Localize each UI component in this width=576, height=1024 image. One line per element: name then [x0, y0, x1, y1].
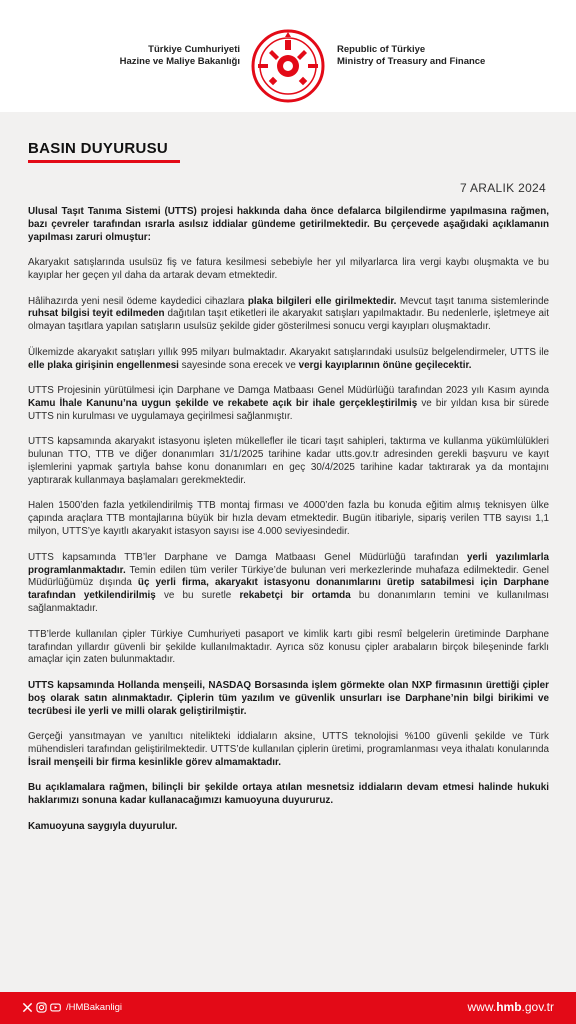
footer-bar — [0, 992, 576, 1024]
text-run: Ülkemizde akaryakıt satışları yıllık 995 milyarı bulmaktadır. Akaryakıt satışlarındaki usulsüz belgelendirmeler, UTTS ile — [28, 346, 549, 358]
title-underline — [28, 160, 180, 163]
text-run: dağıtılan taşıt etiketleri ile akaryakıt satışları yapılmaktadır. Bu nedenlerle, işletmeye ait olmayan taşıtlara yapılan satışların usulsüz şekilde gider gösterilmesi sonucu vergi kayıpları oluşmaktadır. — [28, 308, 549, 333]
site-domain: hmb — [496, 1000, 522, 1014]
text-run: UTTS kapsamında TTB’ler Darphane ve Damga Matbaası Genel Müdürlüğü tarafından — [28, 551, 468, 563]
bold-text-run: elle plaka girişinin engellenmesi — [28, 359, 179, 371]
text-run: Gerçeği yansıtmayan ve yanıltıcı nitelikteki iddiaların aksine, UTTS teknolojisi %100 güvenli şekilde ve Türk mühendisleri tarafından geliştirilmektedir. UTTS’de kullanılan çiplerin üretimi, programlanması veya ithalatı konularında — [28, 731, 549, 755]
bold-text-run: yerli yazılımlarla programlanmaktadır. — [28, 551, 549, 576]
x-icon[interactable] — [22, 1002, 33, 1013]
site-prefix: www. — [467, 1000, 497, 1014]
bold-text-run: Ulusal Taşıt Tanıma Sistemi (UTTS) projesi hakkında daha önce defalarca bilgilendirme yapılmasına rağmen, bazı çevreler tarafından ısrarla asılsız iddialar gündeme getirilmektedir. Bu çerçevede aşağıdaki açıklamanın yapılması zaruri olmuştur: — [28, 206, 549, 243]
paragraph — [28, 385, 549, 424]
paragraph — [28, 680, 549, 719]
text-run: bu donanımların temini ve kullanılması sağlanmaktadır. — [28, 590, 549, 615]
text-run: Halen 1500’den fazla yetkilendirilmiş TTB montaj firması ve 4000’den fazla bu konuda eğitim almış teknisyen ülke çapında araçlara TTB montajlarına büyük bir hızla devam etmektedir. Bugün itibariyle, sipariş verilen TTB sayısı 1,1 milyon, UTTS’ye kayıtlı akaryakıt istasyon sayısı ise 4.000 seviyesindedir. — [28, 500, 549, 538]
text-run: UTTS kapsamında akaryakıt istasyonu işleten mükellefler ile ticari taşıt sahipleri, taktırma ve kullanma yükümlülükleri bulunan TTO, TTB ve diğer donanımları 31/1/2025 tarihine kadar utts.gov.tr adresinden gerekli başvuru ve kayıt işlemlerini yapmak şartıyla bahse konu donanımları en geç 30/4/2025 tarihine kadar taktırarak ya da montajını yaptırarak kullanmaya başlamaları gerekmektedir. — [28, 436, 549, 486]
paragraph — [28, 296, 549, 335]
bold-text-run: ruhsat bilgisi teyit edilmeden — [28, 308, 165, 320]
text-run: TTB’lerde kullanılan çipler Türkiye Cumhuriyeti pasaport ve kimlik kartı gibi resmî belgelerin üretiminde Darphane tarafından yıllardır güvenli bir şekilde kullanılmaktadır. Ayrıca söz konusu çipler arabaların birçok bileşeninde farklı amaçlar için zaten bulunmaktadır. — [28, 628, 549, 666]
ministry-emblem-icon — [248, 26, 328, 106]
paragraph — [28, 731, 549, 770]
org-name-tr — [120, 44, 240, 68]
bold-text-run: rekabetçi bir ortamda — [239, 590, 351, 602]
text-run: sayesinde sona erecek ve — [178, 359, 299, 371]
paragraph — [28, 821, 549, 834]
paragraph — [28, 206, 549, 245]
paragraph — [28, 552, 549, 617]
press-release-text — [28, 206, 549, 846]
text-run: UTTS Projesinin yürütülmesi için Darphane ve Damga Matbaası Genel Müdürlüğü tarafından 2023 yılı Kasım ayında — [28, 385, 549, 397]
bold-text-run: Kamuoyuna saygıyla duyurulur. — [28, 820, 178, 832]
text-run: Mevcut taşıt tanıma sistemlerinde — [396, 295, 549, 307]
youtube-icon[interactable] — [50, 1002, 61, 1013]
bold-text-run: vergi kayıplarının önüne geçilecektir. — [298, 359, 472, 371]
site-suffix: .gov.tr — [521, 1000, 554, 1014]
bold-text-run: plaka bilgileri elle girilmektedir. — [247, 295, 397, 307]
org-name-en — [337, 44, 485, 68]
org-name-tr-line1: Türkiye Cumhuriyeti — [148, 44, 240, 55]
bold-text-run: Bu açıklamalara rağmen, bilinçli bir şekilde ortaya atılan mesnetsiz iddiaların devam etmesi halinde hukuki haklarımızı sonuna kadar kullanacağımızı kamuoyuna duyururuz. — [28, 782, 549, 807]
text-run: Hâlihazırda yeni nesil ödeme kaydedici cihazlara — [28, 295, 248, 307]
paragraph — [28, 782, 549, 808]
social-handle[interactable]: /HMBakanligi — [66, 1002, 122, 1013]
instagram-icon[interactable] — [36, 1002, 47, 1013]
org-name-en-line2: Ministry of Treasury and Finance — [337, 56, 486, 67]
letterhead — [0, 0, 576, 112]
paragraph — [28, 347, 549, 373]
social-links — [22, 1002, 122, 1013]
org-name-en-line1: Republic of Türkiye — [337, 44, 426, 55]
bold-text-run: UTTS kapsamında Hollanda menşeili, NASDAQ Borsasında işlem görmekte olan NXP firmasının ürettiği çipler boş olarak satın alınmaktadır. Çiplerin tüm yazılım ve güvenlik unsurları ise Darphane’nin bilgi birikimi ve tecrübesi ile yerli ve milli olarak geliştirilmiştir. — [28, 679, 549, 717]
bold-text-run: İsrail menşeili bir firma kesinlikle görev almamaktadır. — [28, 756, 282, 768]
release-date: 7 ARALIK 2024 — [460, 181, 546, 195]
text-run: ve bir yıldan kısa bir sürede UTTS nin kurulması ve uygulamaya geçirilmesi sağlanmıştır. — [28, 397, 549, 422]
website-link[interactable] — [468, 1000, 554, 1014]
text-run: Temin edilen tüm veriler Türkiye’de bulunan veri merkezlerinde muhafaza edilmektedir. Genel Müdürlüğümüz dışında — [28, 564, 549, 589]
bold-text-run: üç yerli firma, akaryakıt istasyonu donanımlarını üretip satabilmesi için Darphane tarafından yetkilendirilmiş — [28, 577, 549, 602]
paragraph — [28, 500, 549, 539]
paragraph — [28, 436, 549, 488]
page-title: BASIN DUYURUSU — [28, 140, 169, 157]
paragraph — [28, 629, 549, 668]
org-name-tr-line2: Hazine ve Maliye Bakanlığı — [119, 56, 240, 67]
bold-text-run: Kamu İhale Kanunu’na uygun şekilde ve rekabete açık bir ihale gerçekleştirilmiş — [28, 397, 418, 409]
paragraph — [28, 257, 549, 283]
text-run: Akaryakıt satışlarında usulsüz fiş ve fatura kesilmesi sebebiyle her yıl milyarlarca lira vergi kaybı oluşmakta ve bu kayıplar her geçen yıl daha da artarak devam etmektedir. — [28, 257, 549, 282]
text-run: ve bu suretle — [155, 590, 240, 602]
